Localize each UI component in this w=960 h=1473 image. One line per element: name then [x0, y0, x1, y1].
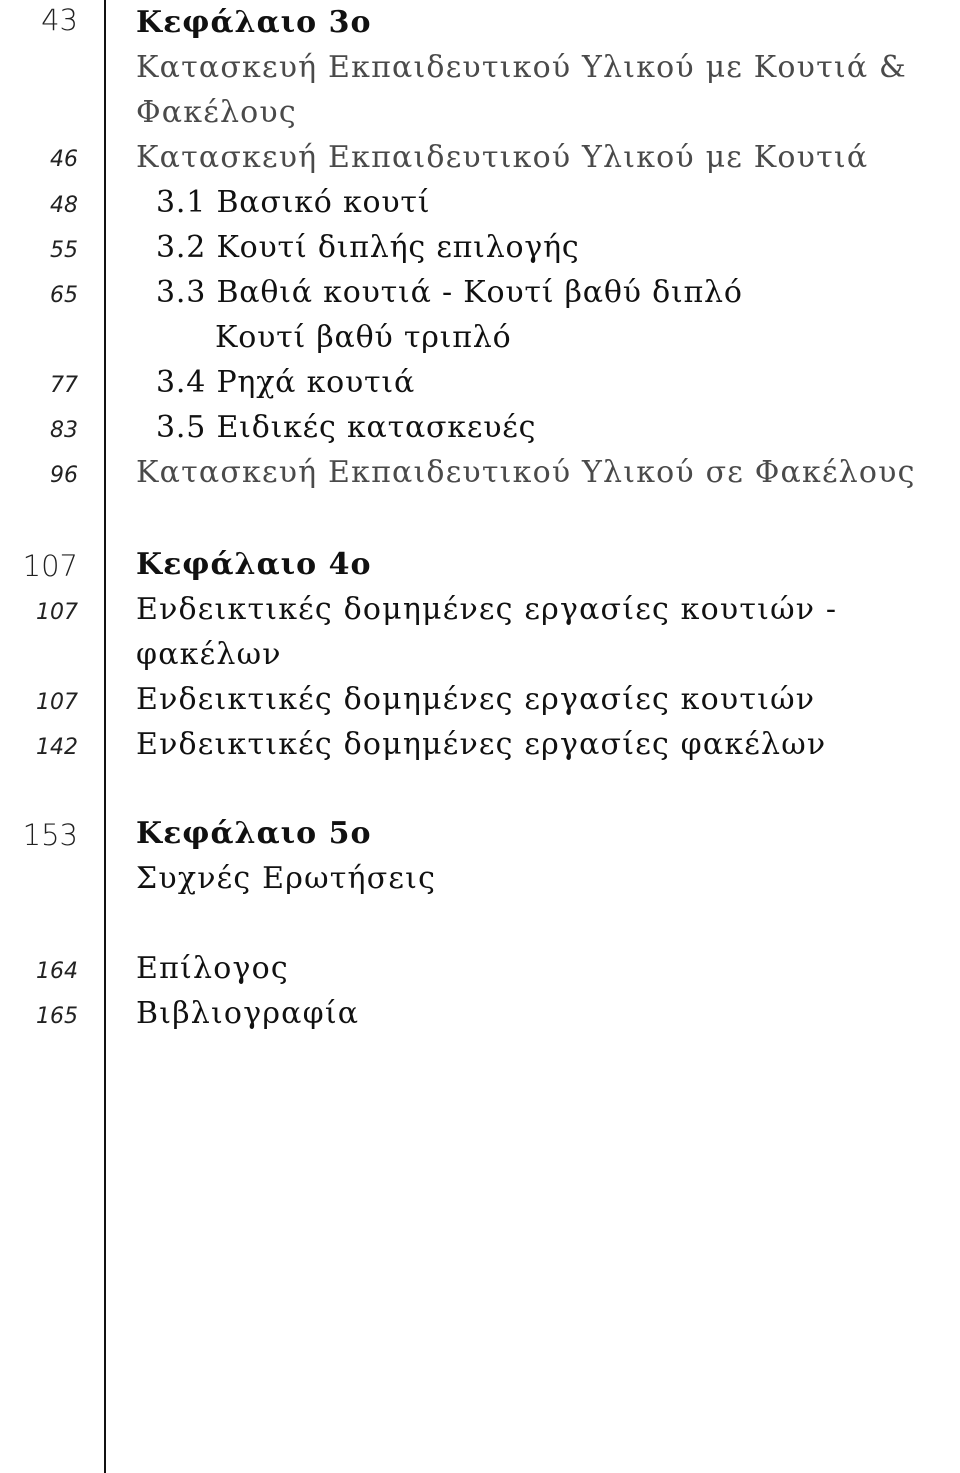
page-number-boxes: 46	[50, 147, 78, 172]
page-number-ch4-item3: 142	[36, 735, 78, 760]
chapter-3-subtitle-line1[interactable]: Κατασκευή Εκπαιδευτικού Υλικού με Κουτιά &	[136, 50, 907, 85]
page-number-3-3: 65	[50, 283, 78, 308]
page-number-3-4: 77	[50, 373, 78, 398]
page-number-ch3: 43	[41, 3, 78, 37]
section-3-4-title[interactable]: 3.4 Ρηχά κουτιά	[156, 365, 416, 400]
bibliography-title[interactable]: Βιβλιογραφία	[136, 996, 360, 1031]
chapter-5-subtitle[interactable]: Συχνές Ερωτήσεις	[136, 861, 437, 896]
page-number-folders: 96	[50, 463, 78, 488]
section-3-1-title[interactable]: 3.1 Βασικό κουτί	[156, 185, 431, 220]
chapter-4-item3-title[interactable]: Ενδεικτικές δομημένες εργασίες φακέλων	[136, 727, 827, 762]
chapter-3-subtitle-line2[interactable]: Φακέλους	[136, 95, 297, 130]
page-number-epilogue: 164	[36, 959, 78, 984]
page-number-ch4-item1: 107	[36, 600, 78, 625]
chapter-3-title[interactable]: Κεφάλαιο 3ο	[136, 5, 372, 40]
epilogue-title[interactable]: Επίλογος	[136, 951, 289, 986]
chapter-4-item2-title[interactable]: Ενδεικτικές δομημένες εργασίες κουτιών	[136, 682, 816, 717]
page-number-bibliography: 165	[36, 1004, 78, 1029]
page-number-ch4: 107	[22, 549, 78, 583]
section-boxes-title[interactable]: Κατασκευή Εκπαιδευτικού Υλικού με Κουτιά	[136, 140, 869, 175]
section-3-3-title-line2[interactable]: Κουτί βαθύ τριπλό	[215, 320, 512, 355]
section-3-3-title[interactable]: 3.3 Βαθιά κουτιά - Κουτί βαθύ διπλό	[156, 275, 743, 310]
page-number-3-1: 48	[50, 193, 78, 218]
page-number-ch5: 153	[22, 818, 78, 852]
section-3-2-title[interactable]: 3.2 Κουτί διπλής επιλογής	[156, 230, 580, 265]
page-number-3-5: 83	[50, 418, 78, 443]
page-number-3-2: 55	[50, 238, 78, 263]
chapter-5-title[interactable]: Κεφάλαιο 5ο	[136, 816, 372, 851]
section-folders-title[interactable]: Κατασκευή Εκπαιδευτικού Υλικού σε Φακέλους	[136, 455, 916, 490]
vertical-divider-line	[104, 0, 106, 1473]
chapter-4-item1-title[interactable]: Ενδεικτικές δομημένες εργασίες κουτιών -	[136, 592, 838, 627]
page-number-ch4-item2: 107	[36, 690, 78, 715]
chapter-4-item1-title-line2[interactable]: φακέλων	[136, 637, 282, 672]
section-3-5-title[interactable]: 3.5 Ειδικές κατασκευές	[156, 410, 537, 445]
chapter-4-title[interactable]: Κεφάλαιο 4ο	[136, 547, 372, 582]
